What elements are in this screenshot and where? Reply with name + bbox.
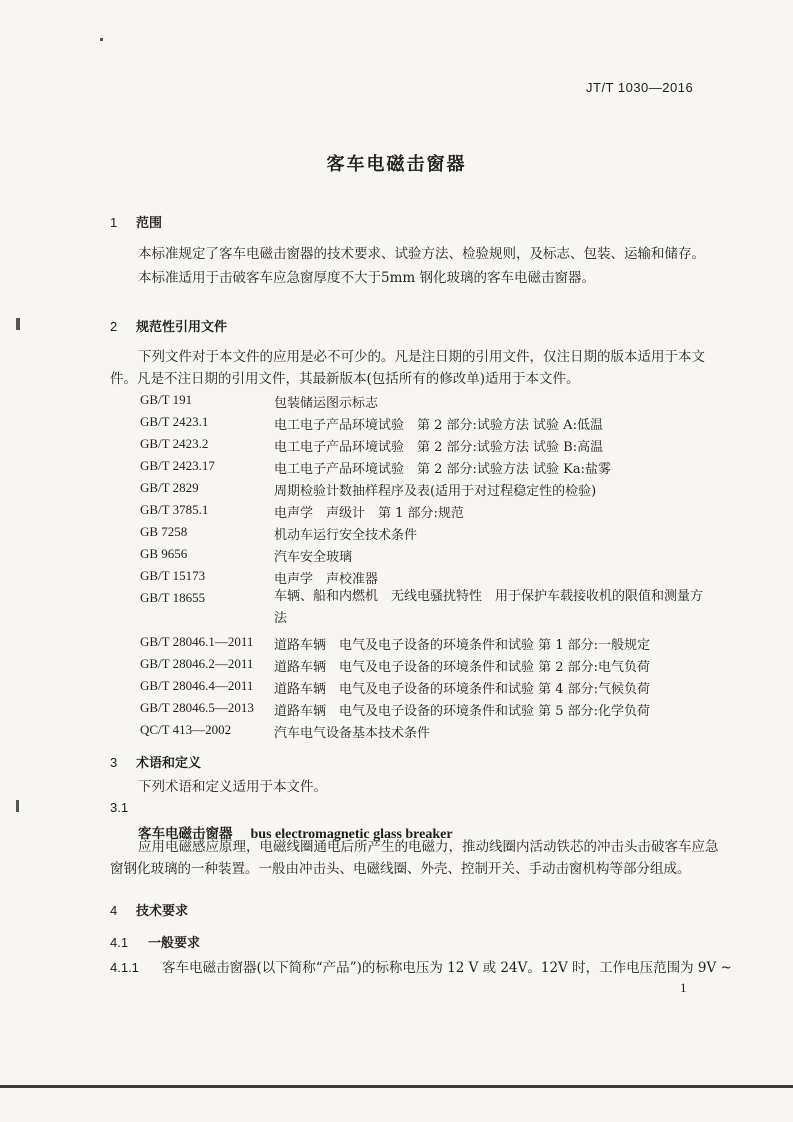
document-title: 客车电磁击窗器: [326, 154, 467, 175]
ref-title: 电工电子产品环境试验 第 2 部分:试验方法 试验 B:高温: [274, 440, 604, 455]
subsection-number: 3.1: [110, 800, 129, 815]
ref-code: GB/T 2829: [140, 480, 199, 495]
ref-code: GB 7258: [140, 524, 188, 539]
section-number: 2: [110, 319, 118, 334]
section-number: 4: [110, 903, 118, 918]
ref-code: GB/T 28046.1—2011: [140, 634, 254, 649]
ref-title: 电声学 声级计 第 1 部分:规范: [274, 506, 464, 521]
ref-title: 周期检验计数抽样程序及表(适用于对过程稳定性的检验): [274, 484, 597, 499]
section-title: 范围: [136, 216, 163, 231]
ref-title: 道路车辆 电气及电子设备的环境条件和试验 第 4 部分:气候负荷: [274, 682, 651, 697]
ref-code: GB/T 28046.5—2013: [140, 700, 254, 715]
section-2-intro: 下列文件对于本文件的应用是必不可少的。凡是注日期的引用文件，仅注日期的版本适用于本文: [138, 349, 705, 365]
clause-text: 客车电磁击窗器(以下简称“产品”)的标称电压为 12 V 或 24V。12V 时，工作电压范围为 9V ~: [162, 960, 732, 976]
term-chinese: 客车电磁击窗器: [138, 826, 233, 842]
ref-code: GB/T 2423.17: [140, 458, 215, 473]
scan-speck: [16, 800, 19, 812]
section-number: 3: [110, 755, 118, 770]
subsection-number: 4.1: [110, 935, 129, 950]
section-2-intro: 件。凡是不注日期的引用文件，其最新版本(包括所有的修改单)适用于本文件。: [110, 371, 580, 387]
ref-title: 电工电子产品环境试验 第 2 部分:试验方法 试验 A:低温: [274, 418, 603, 433]
scan-speck: [100, 38, 103, 41]
ref-code: GB 9656: [140, 546, 188, 561]
section-title: 技术要求: [136, 904, 189, 919]
ref-code: GB/T 2423.2: [140, 436, 209, 451]
ref-code: GB/T 28046.4—2011: [140, 678, 254, 693]
ref-title: 汽车安全玻璃: [274, 550, 353, 565]
section-1-heading: [110, 212, 162, 231]
section-1-paragraph: 本标准规定了客车电磁击窗器的技术要求、试验方法、检验规则，及标志、包装、运输和储存。: [138, 246, 705, 262]
section-2-heading: [110, 316, 227, 335]
ref-code: GB/T 191: [140, 392, 193, 407]
term-definition: 应用电磁感应原理，电磁线圈通电后所产生的电磁力，推动线圈内活动铁芯的冲击头击破客车应急: [138, 839, 719, 855]
ref-title: 机动车运行安全技术条件: [274, 528, 418, 543]
ref-code: GB/T 3785.1: [140, 502, 209, 517]
term-english: bus electromagnetic glass breaker: [250, 827, 453, 842]
section-number: 1: [110, 215, 118, 230]
ref-code: GB/T 15173: [140, 568, 206, 583]
page-number: 1: [680, 980, 687, 995]
ref-title: 道路车辆 电气及电子设备的环境条件和试验 第 5 部分:化学负荷: [274, 704, 651, 719]
ref-title: 道路车辆 电气及电子设备的环境条件和试验 第 1 部分:一般规定: [274, 638, 651, 653]
section-title: 规范性引用文件: [136, 320, 228, 335]
section-3-intro: 下列术语和定义适用于本文件。: [138, 779, 327, 795]
ref-code: GB/T 18655: [140, 590, 206, 605]
scan-speck: [16, 318, 20, 330]
section-title: 术语和定义: [136, 756, 202, 771]
subsection-4-1-heading: [110, 932, 200, 951]
ref-title: 电工电子产品环境试验 第 2 部分:试验方法 试验 Ka:盐雾: [274, 462, 612, 477]
section-4-heading: [110, 900, 188, 919]
ref-code: GB/T 28046.2—2011: [140, 656, 254, 671]
ref-title: 车辆、船和内燃机 无线电骚扰特性 用于保护车载接收机的限值和测量方法: [274, 589, 704, 626]
section-1-paragraph: 本标准适用于击破客车应急窗厚度不大于5mm 钢化玻璃的客车电磁击窗器。: [138, 270, 595, 286]
clause-4-1-1: [110, 957, 732, 979]
ref-title: 电声学 声校准器: [274, 572, 379, 587]
ref-code: GB/T 2423.1: [140, 414, 209, 429]
ref-code: QC/T 413—2002: [140, 722, 232, 737]
standard-code: JT/T 1030—2016: [586, 80, 694, 95]
ref-title: 包装储运图示标志: [274, 396, 379, 411]
ref-title: 汽车电气设备基本技术条件: [274, 726, 431, 741]
clause-number: 4.1.1: [110, 960, 139, 975]
subsection-title: 一般要求: [148, 936, 201, 951]
section-3-heading: [110, 752, 201, 771]
bottom-rule: [0, 1085, 793, 1088]
ref-title: 道路车辆 电气及电子设备的环境条件和试验 第 2 部分:电气负荷: [274, 660, 651, 675]
term-definition: 窗钢化玻璃的一种装置。一般由冲击头、电磁线圈、外壳、控制开关、手动击窗机构等部分组成。: [110, 861, 691, 877]
